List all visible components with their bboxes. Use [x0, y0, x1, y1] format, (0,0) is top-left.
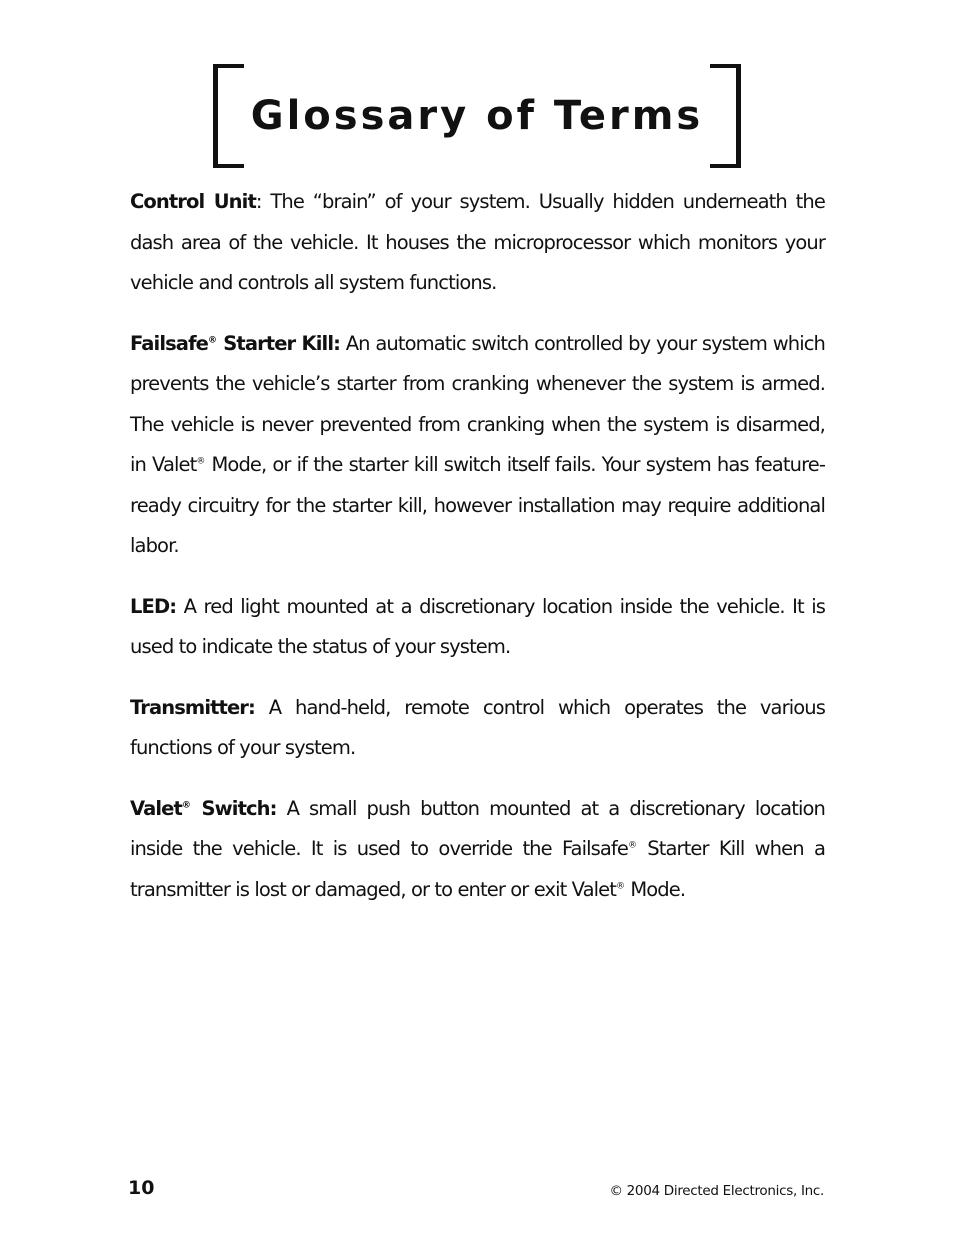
glossary-term: Transmitter:: [130, 695, 255, 719]
glossary-definition: A small push button mounted at a discretionary location inside the vehicle. It is used to override the Failsafe: [130, 796, 825, 860]
glossary-entry-transmitter: [130, 688, 825, 769]
glossary-list: [130, 182, 825, 930]
glossary-definition: A red light mounted at a discretionary location inside the vehicle. It is used to indicate the status of your system.: [130, 594, 825, 658]
page-title: Glossary of Terms: [250, 93, 704, 139]
glossary-definition: Mode.: [625, 877, 686, 901]
registered-mark: ®: [628, 840, 637, 851]
term-punctuation: :: [255, 190, 262, 213]
copyright-notice: © 2004 Directed Electronics, Inc.: [609, 1183, 824, 1199]
glossary-term-part: Starter Kill:: [216, 331, 341, 355]
glossary-term-part: Failsafe: [130, 331, 208, 355]
glossary-term: [130, 797, 277, 820]
registered-mark: ®: [616, 881, 626, 891]
glossary-term: LED:: [130, 594, 177, 618]
glossary-definition: An automatic switch controlled by your system which prevents the vehicle’s starter from cranking whenever the system is armed. The vehicle is never prevented from cranking when the system is disarmed, in Valet: [130, 331, 825, 476]
glossary-definition: The “brain” of your system. Usually hidden underneath the dash area of the vehicle. It houses the microprocessor which monitors your vehicle and controls all system functions.: [130, 190, 825, 294]
glossary-entry-led: [130, 587, 825, 668]
glossary-term-part: Switch:: [190, 796, 277, 820]
right-bracket: [710, 64, 741, 168]
registered-mark: ®: [207, 335, 217, 345]
glossary-definition: A hand-held, remote control which operates the various functions of your system.: [130, 695, 825, 759]
glossary-definition: Mode, or if the starter kill switch itself fails. Your system has feature-ready circuitry for the starter kill, however installation may require additional labor.: [130, 453, 825, 557]
glossary-definition: Starter Kill when a transmitter is lost or damaged, or to enter or exit Valet: [130, 837, 825, 901]
glossary-entry-control-unit: [130, 182, 825, 304]
glossary-term-part: Valet: [130, 796, 182, 820]
registered-mark: ®: [181, 800, 191, 810]
title-frame: [213, 64, 741, 166]
glossary-term: Control Unit: [130, 190, 256, 213]
glossary-term: [130, 332, 340, 355]
glossary-entry-failsafe-starter-kill: [130, 324, 825, 567]
page-number: 10: [128, 1177, 155, 1199]
registered-mark: ®: [196, 456, 206, 467]
glossary-entry-valet-switch: [130, 789, 825, 911]
